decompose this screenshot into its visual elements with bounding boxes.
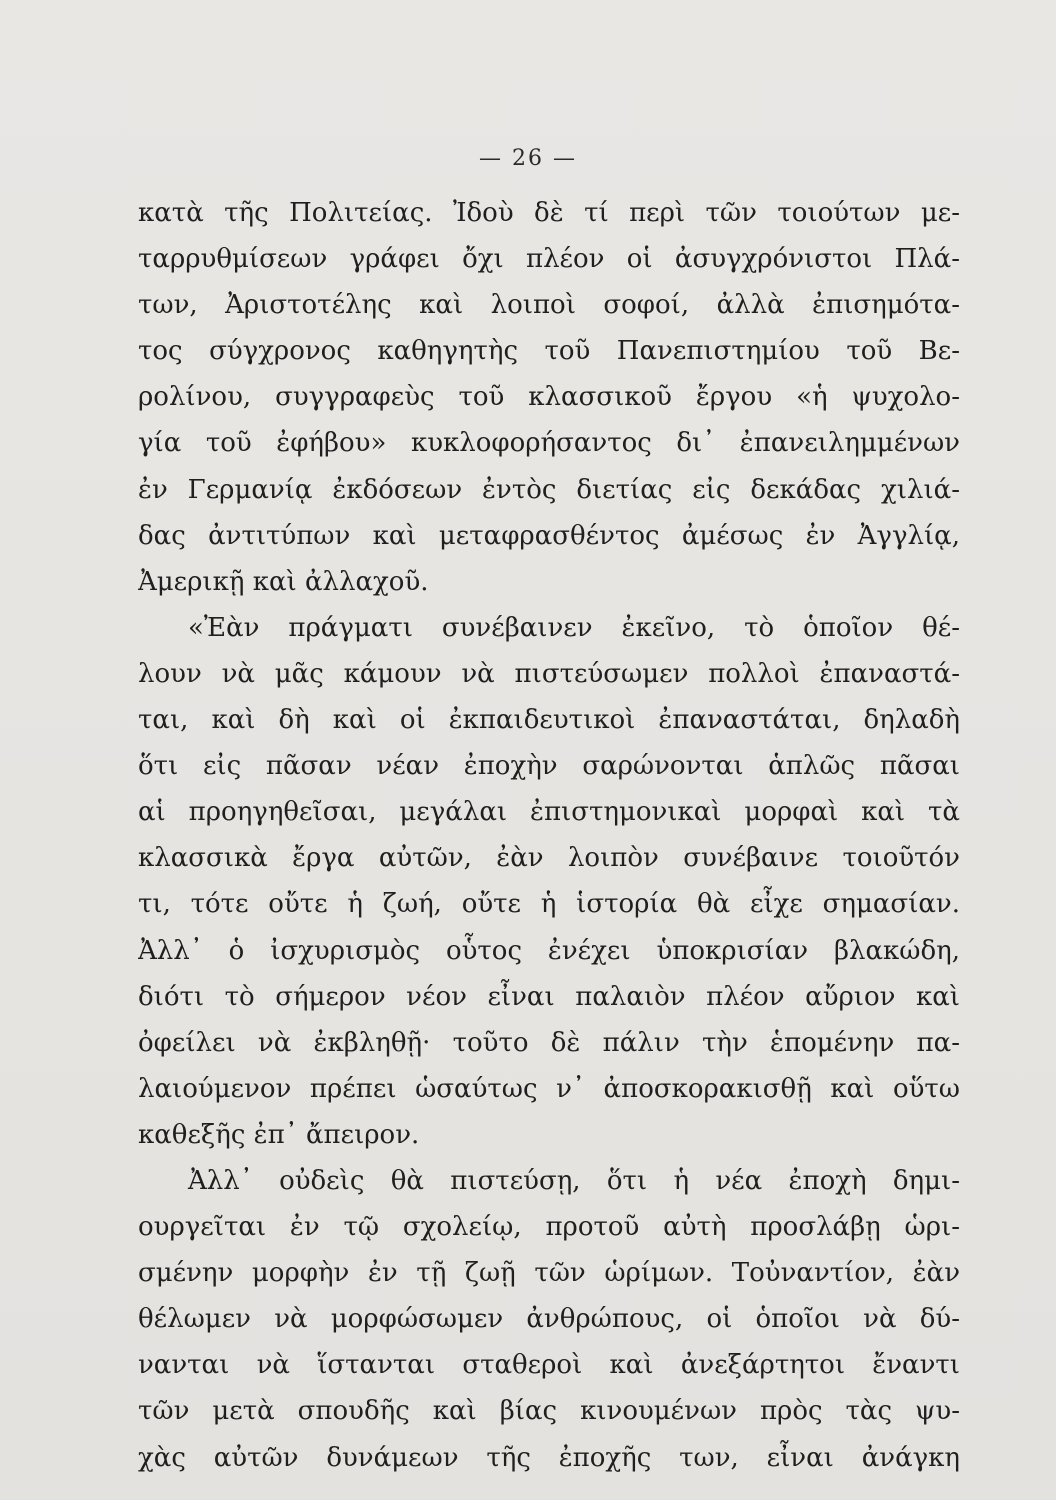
- text-line: ται, καὶ δὴ καὶ οἱ ἐκπαιδευτικοὶ ἐπαναστάται, δηλαδὴ: [138, 705, 960, 736]
- text-line: ἐν Γερμανίᾳ ἐκδόσεων ἐντὸς διετίας εἰς δεκάδας χιλιά-: [138, 474, 960, 505]
- page-number: — 26 —: [479, 146, 577, 171]
- text-line: ταρρυθμίσεων γράφει ὄχι πλέον οἱ ἀσυγχρόνιστοι Πλά-: [138, 244, 960, 275]
- text-line: ουργεῖται ἐν τῷ σχολείῳ, προτοῦ αὐτὴ προσλάβῃ ὡρι-: [138, 1212, 960, 1243]
- text-line: τῶν μετὰ σπουδῆς καὶ βίας κινουμένων πρὸς τὰς ψυ-: [138, 1396, 960, 1427]
- text-line: τι, τότε οὔτε ἡ ζωή, οὔτε ἡ ἱστορία θὰ εἶχε σημασίαν.: [138, 889, 960, 920]
- text-line: θέλωμεν νὰ μορφώσωμεν ἀνθρώπους, οἱ ὁποῖοι νὰ δύ-: [138, 1304, 960, 1335]
- text-line: καθεξῆς ἐπ᾽ ἄπειρον.: [138, 1119, 420, 1150]
- text-line: χὰς αὐτῶν δυνάμεων τῆς ἐποχῆς των, εἶναι ἀνάγκη: [138, 1442, 960, 1473]
- text-line: ρολίνου, συγγραφεὺς τοῦ κλασσικοῦ ἔργου «ἡ ψυχολο-: [138, 382, 960, 413]
- text-line: κλασσικὰ ἔργα αὐτῶν, ἐὰν λοιπὸν συνέβαινε τοιοῦτόν: [138, 843, 960, 874]
- text-line: ὀφείλει νὰ ἐκβληθῇ· τοῦτο δὲ πάλιν τὴν ἑπομένην πα-: [138, 1027, 960, 1058]
- text-line: Ἀλλ᾽ οὐδεὶς θὰ πιστεύσῃ, ὅτι ἡ νέα ἐποχὴ δημι-: [188, 1165, 960, 1196]
- text-line: τος σύγχρονος καθηγητὴς τοῦ Πανεπιστημίου τοῦ Βε-: [138, 336, 960, 367]
- text-line: αἱ προηγηθεῖσαι, μεγάλαι ἐπιστημονικαὶ μορφαὶ καὶ τὰ: [138, 797, 960, 828]
- text-line: κατὰ τῆς Πολιτείας. Ἰδοὺ δὲ τί περὶ τῶν τοιούτων με-: [138, 198, 960, 228]
- text-line: διότι τὸ σήμερον νέον εἶναι παλαιὸν πλέον αὔριον καὶ: [138, 981, 960, 1012]
- text-line: Ἀλλ᾽ ὁ ἰσχυρισμὸς οὗτος ἐνέχει ὑποκρισίαν βλακώδη,: [138, 935, 960, 966]
- body-text: [138, 190, 960, 1481]
- text-line: δας ἀντιτύπων καὶ μεταφρασθέντος ἀμέσως ἐν Ἀγγλίᾳ,: [138, 520, 960, 551]
- text-line: ὅτι εἰς πᾶσαν νέαν ἐποχὴν σαρώνονται ἁπλῶς πᾶσαι: [138, 751, 960, 782]
- text-line: λουν νὰ μᾶς κάμουν νὰ πιστεύσωμεν πολλοὶ ἐπαναστά-: [138, 658, 960, 689]
- text-line: των, Ἀριστοτέλης καὶ λοιποὶ σοφοί, ἀλλὰ ἐπισημότα-: [138, 290, 960, 321]
- text-line: λαιούμενον πρέπει ὡσαύτως ν᾽ ἀποσκορακισθῇ καὶ οὕτω: [138, 1073, 960, 1104]
- text-line: Ἀμερικῇ καὶ ἀλλαχοῦ.: [138, 566, 429, 597]
- text-line: «Ἐὰν πράγματι συνέβαινεν ἐκεῖνο, τὸ ὁποῖον θέ-: [188, 612, 960, 643]
- text-line: νανται νὰ ἵστανται σταθεροὶ καὶ ἀνεξάρτητοι ἔναντι: [138, 1350, 960, 1381]
- text-line: σμένην μορφὴν ἐν τῇ ζωῇ τῶν ὡρίμων. Τοὐναντίον, ἐὰν: [138, 1258, 960, 1289]
- text-line: γία τοῦ ἐφήβου» κυκλοφορήσαντος δι᾽ ἐπανειλημμένων: [138, 428, 960, 459]
